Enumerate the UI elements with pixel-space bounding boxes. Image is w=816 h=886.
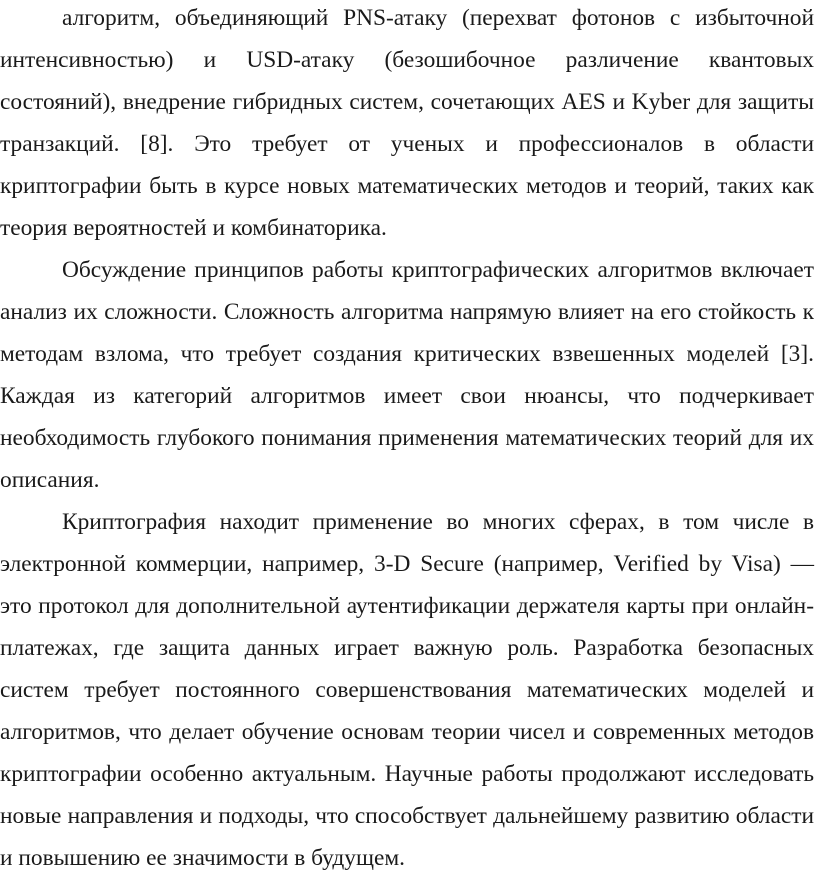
paragraph-3: Криптография находит применение во многих сферах, в том числе в электронной коммерции, например, 3-D Secure (например, Verified by Visa) — это протокол для дополнительной аутентификации держателя карты при онлайн-платежах, где защита данных играет важную роль. Разработка безопасных систем требует постоянного совершенствования математических моделей и алгоритмов, что делает обучение основам теории чисел и современных методов криптографии особенно актуальным. Научные работы продолжают исследовать новые направления и подходы, что способствует дальнейшему развитию области и повышению ее значимости в будущем.: [0, 509, 814, 871]
paragraph-1: алгоритм, объединяющий PNS-атаку (перехват фотонов с избыточной интенсивностью) и USD-атаку (безошибочное различение квантовых состояний), внедрение гибридных систем, сочетающих AES и Kyber для защиты транзакций. [8]. Это требует от ученых и профессионалов в области криптографии быть в курсе новых математических методов и теорий, таких как теория вероятностей и комбинаторика.: [0, 5, 814, 241]
paragraph-2: Обсуждение принципов работы криптографических алгоритмов включает анализ их сложности. Сложность алгоритма напрямую влияет на его стойкость к методам взлома, что требует создания критических взвешенных моделей [3]. Каждая из категорий алгоритмов имеет свои нюансы, что подчеркивает необходимость глубокого понимания применения математических теорий для их описания.: [0, 257, 814, 493]
